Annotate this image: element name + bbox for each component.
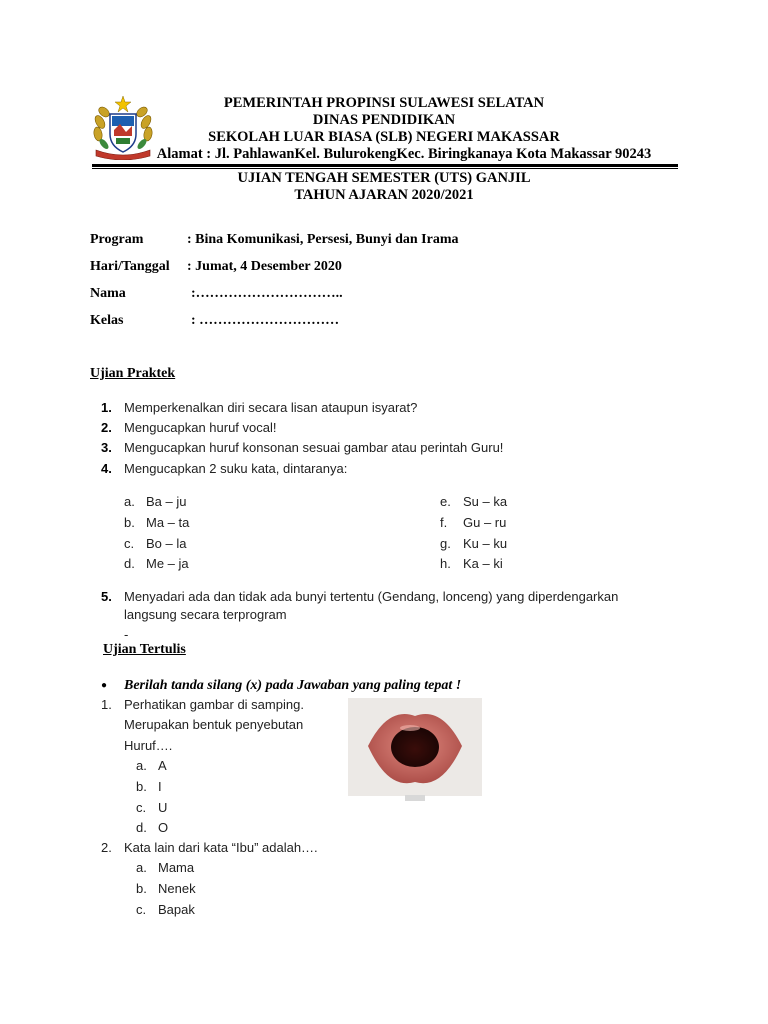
header-line-2: DINAS PENDIDIKAN	[312, 112, 456, 128]
option-letter: c.	[136, 800, 147, 815]
info-value-program: : Bina Komunikasi, Persesi, Bunyi dan Irama	[187, 232, 459, 247]
syllable-letter: e.	[440, 494, 451, 509]
bullet-icon: ●	[101, 680, 108, 691]
option-text: Bapak	[158, 902, 195, 917]
syllable-text: Ku – ku	[463, 536, 508, 551]
stray-dash: -	[124, 627, 129, 642]
praktek-item-5-line-2: langsung secara terprogram	[124, 607, 287, 622]
praktek-num-1: 1.	[101, 400, 112, 415]
header-address: Alamat : Jl. PahlawanKel. BulurokengKec. Biringkanaya Kota Makassar 90243	[156, 146, 652, 162]
section-title-tertulis: Ujian Tertulis	[103, 642, 186, 657]
syllable-text: Su – ka	[463, 494, 508, 509]
syllable-text: Bo – la	[146, 536, 187, 551]
info-value-name: :…………………………..	[191, 286, 343, 301]
praktek-item-3: Mengucapkan huruf konsonan sesuai gambar atau perintah Guru!	[124, 440, 504, 455]
option-letter: d.	[136, 820, 147, 835]
praktek-num-5: 5.	[101, 589, 112, 604]
syllable-letter: h.	[440, 556, 451, 571]
letterhead-rule-thin	[92, 168, 678, 169]
option-text: I	[158, 779, 162, 794]
academic-year: TAHUN AJARAN 2020/2021	[294, 187, 474, 203]
mouth-image	[348, 698, 482, 796]
syllable-letter: b.	[124, 515, 135, 530]
info-label-class: Kelas	[90, 313, 124, 328]
option-letter: a.	[136, 758, 147, 773]
question-1-num: 1.	[101, 697, 112, 712]
option-letter: a.	[136, 860, 147, 875]
syllable-letter: g.	[440, 536, 451, 551]
question-2-text: Kata lain dari kata “Ibu” adalah….	[124, 840, 318, 855]
option-letter: c.	[136, 902, 147, 917]
praktek-item-1: Memperkenalkan diri secara lisan ataupun isyarat?	[124, 400, 418, 415]
praktek-num-4: 4.	[101, 461, 112, 476]
section-title-praktek: Ujian Praktek	[90, 366, 176, 381]
praktek-num-2: 2.	[101, 420, 112, 435]
praktek-item-2: Mengucapkan huruf vocal!	[124, 420, 277, 435]
header-line-1: PEMERINTAH PROPINSI SULAWESI SELATAN	[223, 95, 545, 111]
question-1-line-2: Merupakan bentuk penyebutan	[124, 717, 304, 732]
syllable-letter: c.	[124, 536, 135, 551]
syllable-text: Ma – ta	[146, 515, 190, 530]
question-1-line-3: Huruf….	[124, 738, 173, 753]
info-value-date: : Jumat, 4 Desember 2020	[187, 259, 342, 274]
info-label-date: Hari/Tanggal	[90, 259, 170, 274]
syllable-text: Gu – ru	[463, 515, 507, 530]
header-line-3: SEKOLAH LUAR BIASA (SLB) NEGERI MAKASSAR	[208, 129, 560, 145]
image-caption-mark	[405, 795, 425, 801]
info-label-program: Program	[90, 232, 144, 247]
option-text: O	[158, 820, 169, 835]
syllable-text: Ka – ki	[463, 556, 503, 571]
info-label-name: Nama	[90, 286, 126, 301]
syllable-text: Me – ja	[146, 556, 189, 571]
praktek-num-3: 3.	[101, 440, 112, 455]
syllable-letter: f.	[440, 515, 448, 530]
option-letter: b.	[136, 779, 147, 794]
instruction-text: Berilah tanda silang (x) pada Jawaban yang paling tepat !	[124, 678, 462, 693]
mouth-o-icon	[348, 698, 482, 796]
letterhead-rule-thick	[92, 164, 678, 167]
option-text: A	[158, 758, 167, 773]
option-text: Mama	[158, 860, 195, 875]
exam-title: UJIAN TENGAH SEMESTER (UTS) GANJIL	[237, 170, 531, 186]
praktek-item-4: Mengucapkan 2 suku kata, dintaranya:	[124, 461, 348, 476]
option-letter: b.	[136, 881, 147, 896]
info-value-class: : …………………………	[191, 313, 340, 328]
option-text: Nenek	[158, 881, 196, 896]
syllable-text: Ba – ju	[146, 494, 187, 509]
syllable-letter: a.	[124, 494, 135, 509]
question-1-line-1: Perhatikan gambar di samping.	[124, 697, 304, 712]
praktek-item-5-line-1: Menyadari ada dan tidak ada bunyi tertentu (Gendang, lonceng) yang diperdengarkan	[124, 589, 619, 604]
syllable-letter: d.	[124, 556, 135, 571]
option-text: U	[158, 800, 168, 815]
question-2-num: 2.	[101, 840, 112, 855]
